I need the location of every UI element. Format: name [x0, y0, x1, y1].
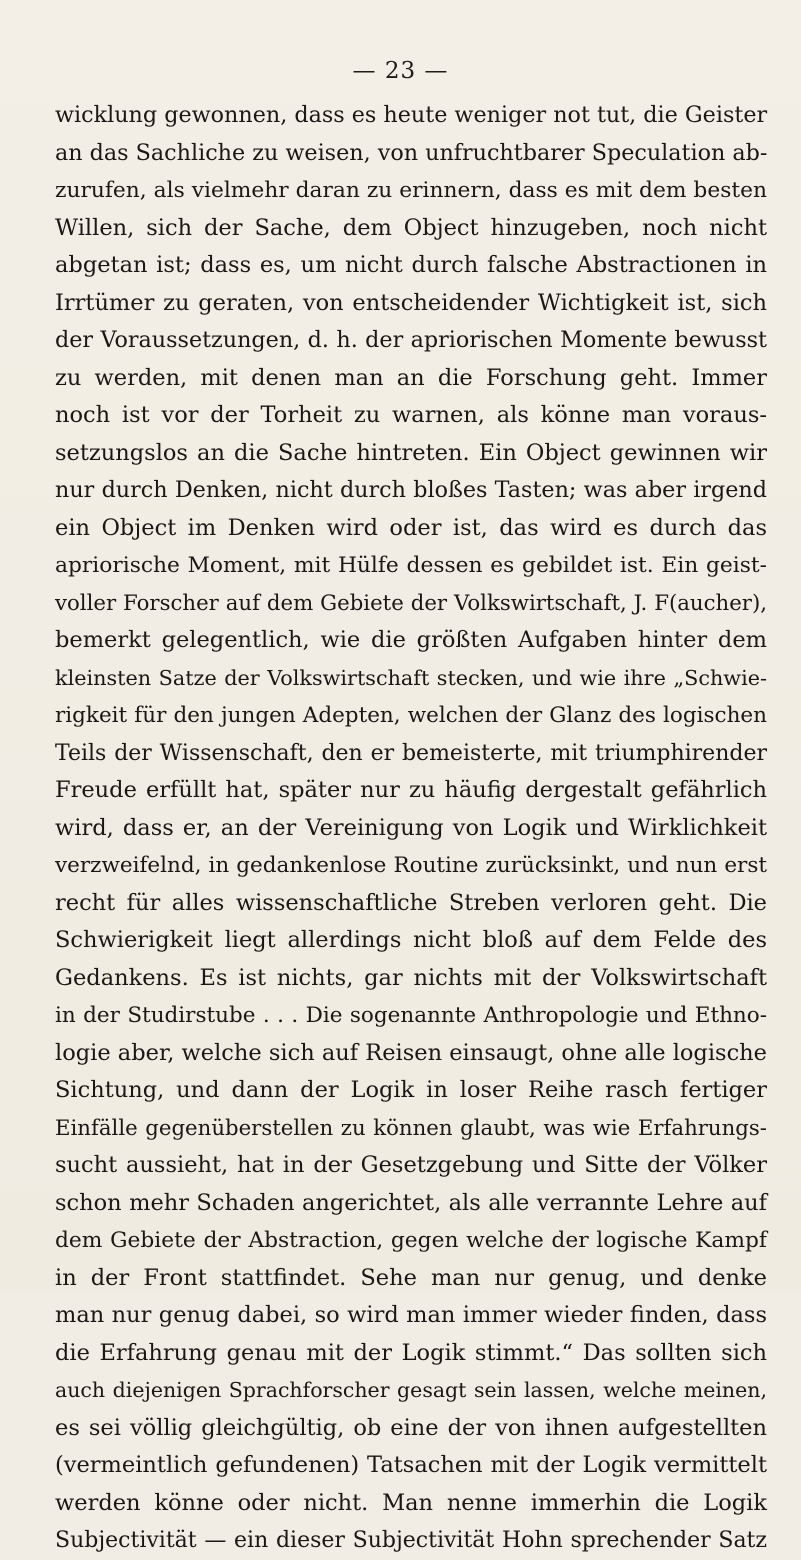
text-line: dem Gebiete der Abstraction, gegen welche der logische Kampf	[55, 1228, 767, 1253]
text-line: logie aber, welche sich auf Reisen einsaugt, ohne alle logische	[55, 1039, 767, 1066]
text-line: sucht aussieht, hat in der Gesetzgebung und Sitte der Völker	[55, 1152, 767, 1178]
text-line: kleinsten Satze der Volkswirtschaft stecken, und wie ihre „Schwie-	[55, 665, 767, 690]
text-line: rigkeit für den jungen Adepten, welchen der Glanz des logischen	[55, 703, 767, 728]
text-line: in der Studirstube . . . Die sogenannte Anthropologie und Ethno-	[55, 1003, 767, 1028]
text-line: Irrtümer zu geraten, von entscheidender Wichtigkeit ist, sich	[55, 289, 767, 316]
text-line: man nur genug dabei, so wird man immer wieder finden, dass	[55, 1302, 767, 1328]
text-line: abgetan ist; dass es, um nicht durch falsche Abstractionen in	[55, 252, 767, 278]
text-line: wird, dass er, an der Vereinigung von Logik und Wirklichkeit	[55, 814, 767, 841]
text-line: die Erfahrung genau mit der Logik stimmt.“ Das sollten sich	[55, 1339, 767, 1366]
text-line: Freude erfüllt hat, später nur zu häufig dergestalt gefährlich	[55, 777, 767, 803]
text-line: an das Sachliche zu weisen, von unfruchtbarer Speculation ab-	[55, 139, 768, 166]
text-line: auch diejenigen Sprachforscher gesagt sein lassen, welche meinen,	[55, 1378, 767, 1402]
text-line: Einfälle gegenüberstellen zu können glaubt, was wie Erfahrungs-	[55, 1115, 767, 1141]
text-line: ein Object im Denken wird oder ist, das wird es durch das	[55, 514, 767, 541]
text-line: der Voraussetzungen, d. h. der apriorischen Momente bewusst	[55, 327, 767, 353]
text-line: verzweifelnd, in gedankenlose Routine zurücksinkt, und nun erst	[55, 853, 767, 878]
text-line: es sei völlig gleichgültig, ob eine der von ihnen aufgestellten	[55, 1414, 767, 1441]
text-line: recht für alles wissenschaftliche Streben verloren geht. Die	[55, 889, 767, 916]
text-line: Teils der Wissenschaft, den er bemeisterte, mit triumphirender	[55, 740, 767, 766]
text-line: (vermeintlich gefundenen) Tatsachen mit der Logik vermittelt	[55, 1452, 767, 1478]
text-line: Gedankens. Es ist nichts, gar nichts mit der Volkswirtschaft	[55, 964, 767, 991]
text-line: noch ist vor der Torheit zu warnen, als könne man voraus-	[55, 402, 767, 428]
text-line: in der Front stattfindet. Sehe man nur genug, und denke	[55, 1264, 767, 1291]
text-line: bemerkt gelegentlich, wie die größten Aufgaben hinter dem	[55, 627, 767, 653]
text-line: nur durch Denken, nicht durch bloßes Tasten; was aber irgend	[55, 477, 767, 503]
text-line: setzungslos an die Sache hintreten. Ein Object gewinnen wir	[55, 439, 767, 466]
text-line: Subjectivität — ein dieser Subjectivität Hohn sprechender Satz	[55, 1528, 767, 1553]
page-number: — 23 —	[352, 58, 449, 84]
body-text	[55, 97, 767, 1560]
text-line: zurufen, als vielmehr daran zu erinnern, dass es mit dem besten	[55, 178, 767, 203]
text-line: wicklung gewonnen, dass es heute weniger not tut, die Geister	[55, 102, 768, 128]
text-line: zu werden, mit denen man an die Forschung geht. Immer	[55, 364, 767, 391]
text-line: apriorische Moment, mit Hülfe dessen es gebildet ist. Ein geist-	[55, 553, 767, 578]
text-line: Sichtung, und dann der Logik in loser Reihe rasch fertiger	[55, 1077, 767, 1103]
text-line: Schwierigkeit liegt allerdings nicht bloß auf dem Felde des	[55, 927, 767, 953]
text-line: werden könne oder nicht. Man nenne immerhin die Logik	[55, 1489, 767, 1516]
text-line: voller Forscher auf dem Gebiete der Volkswirtschaft, J. F(aucher),	[55, 590, 767, 616]
text-line: schon mehr Schaden angerichtet, als alle verrannte Lehre auf	[55, 1189, 767, 1216]
text-line: Willen, sich der Sache, dem Object hinzugeben, noch nicht	[55, 214, 767, 241]
